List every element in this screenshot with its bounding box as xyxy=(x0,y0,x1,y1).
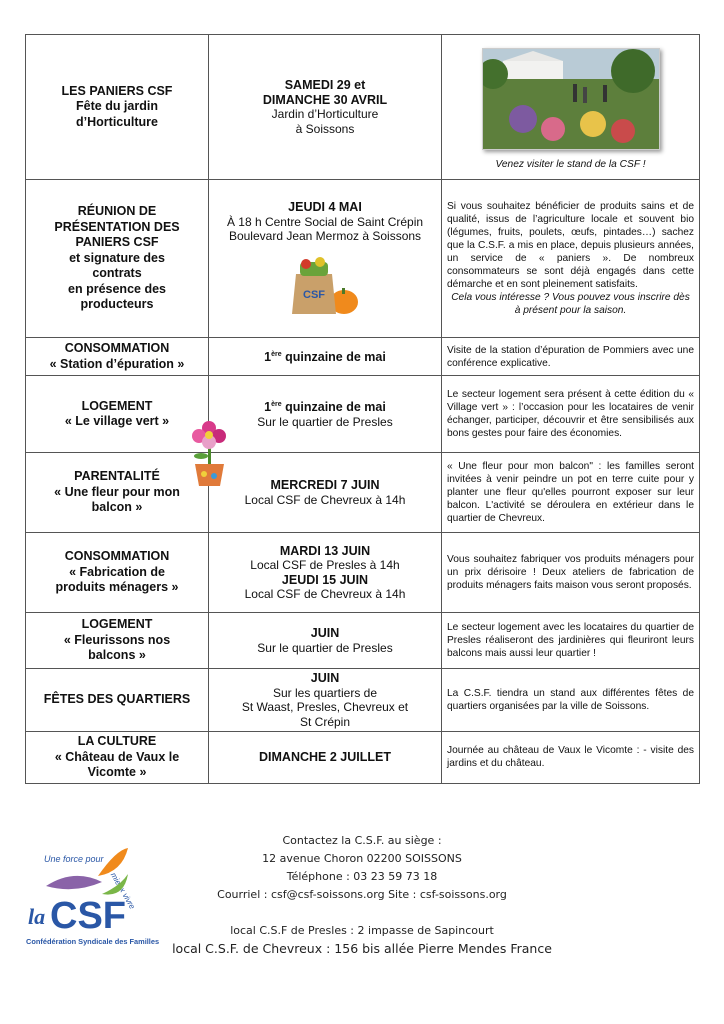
footer-line: local C.S.F. de Chevreux : 156 bis allée Pierre Mendes France xyxy=(172,941,552,956)
footer-line: 12 avenue Choron 02200 SOISSONS xyxy=(262,852,462,865)
row-fetes xyxy=(26,669,700,732)
row-fleurissons xyxy=(26,613,700,669)
basket-illustration xyxy=(288,252,362,318)
row-paniers xyxy=(26,35,700,180)
row-date: JEUDI 4 MAI xyxy=(288,200,362,214)
row-place: St Waast, Presles, Chevreux et xyxy=(241,700,409,714)
row-title-line: PRÉSENTATION DES xyxy=(54,219,180,234)
svg-text:la: la xyxy=(28,904,46,929)
row-village-vert xyxy=(26,376,700,453)
row-date: MERCREDI 7 JUIN xyxy=(270,478,380,492)
row-description: Visite de la station d’épuration de Pommiers avec une conférence explicative. xyxy=(442,338,700,376)
row-date: JUIN xyxy=(310,671,340,685)
row-title-line: PANIERS CSF xyxy=(75,235,159,250)
row-place: St Crépin xyxy=(299,714,351,729)
row-place: Local CSF de Presles à 14h xyxy=(250,558,400,572)
row-place: Sur le quartier de Presles xyxy=(257,640,393,655)
row-title-line: RÉUNION DE xyxy=(77,204,157,219)
row-description: Vous souhaitez fabriquer vos produits ménagers pour un prix dérisoire ! Deux ateliers de fabrication de produits ménagers faits maison vous seront proposés. xyxy=(442,533,700,613)
program-table xyxy=(25,34,700,784)
row-title-line: et signature des xyxy=(69,250,165,265)
row-title-line: Vicomte » xyxy=(87,765,147,779)
row-when xyxy=(209,338,442,376)
row-place: Local CSF de Chevreux à 14h xyxy=(244,492,406,507)
row-title xyxy=(26,533,209,613)
row-title-line: CONSOMMATION xyxy=(64,341,170,355)
row-title-line: produits ménagers » xyxy=(55,580,179,595)
row-title xyxy=(26,613,209,669)
row-place: Sur les quartiers de xyxy=(272,685,378,700)
svg-text:Une force pour: Une force pour xyxy=(44,854,104,864)
row-date: DIMANCHE 2 JUILLET xyxy=(259,750,391,764)
row-date: MARDI 13 JUIN xyxy=(279,543,371,558)
row-place: Jardin d’Horticulture xyxy=(271,107,379,121)
row-title xyxy=(26,180,209,338)
row-culture xyxy=(26,732,700,784)
row-when xyxy=(209,533,442,613)
row-when xyxy=(209,669,442,732)
flower-pot-illustration xyxy=(187,418,232,488)
row-place: À 18 h Centre Social de Saint Crépin xyxy=(226,214,424,229)
row-date: DIMANCHE 30 AVRIL xyxy=(262,92,388,107)
row-reunion xyxy=(26,180,700,338)
row-title-line: LOGEMENT xyxy=(81,398,153,413)
row-title-line: « Château de Vaux le xyxy=(54,749,180,764)
row-description xyxy=(442,180,700,338)
row-date: 1ère quinzaine de mai xyxy=(264,400,386,415)
row-title-line: PARENTALITÉ xyxy=(74,469,160,484)
row-title xyxy=(26,376,209,453)
row-when xyxy=(209,180,442,338)
footer-line: Contactez la C.S.F. au siège : xyxy=(282,834,442,847)
row-title xyxy=(26,35,209,180)
row-when xyxy=(209,376,442,453)
footer-line: Courriel : csf@csf-soissons.org Site : csf-soissons.org xyxy=(217,888,507,901)
row-title xyxy=(26,453,209,533)
row-title-line: d’Horticulture xyxy=(76,114,158,129)
row-date: JUIN xyxy=(310,626,340,640)
row-title xyxy=(26,669,209,732)
row-date: 1ère quinzaine de mai xyxy=(264,350,386,365)
row-description: Le secteur logement sera présent à cette édition du « Village vert » : l’occasion pour les locataires de venir échanger, participer, découvrir et être sensibilisés aux bons gestes pour faire des économies. xyxy=(442,376,700,453)
row-title-line: en présence des xyxy=(68,281,166,296)
svg-text:Confédération Syndicale des Fa: Confédération Syndicale des Familles xyxy=(26,937,160,946)
desc-italic: Cela vous intéresse ? Vous pouvez vous inscrire dès à présent pour la saison. xyxy=(451,292,690,316)
row-title-line: « Le village vert » xyxy=(64,414,170,428)
row-title-line: « Station d’épuration » xyxy=(49,356,185,371)
row-photo-cell xyxy=(442,35,700,180)
row-title-line: LOGEMENT xyxy=(81,617,153,632)
row-title xyxy=(26,732,209,784)
row-title-line: Fête du jardin xyxy=(76,99,158,114)
desc-text: Si vous souhaitez bénéficier de produits sains et de qualité, issus de l’agriculture locale et souvent bio (légumes, fruits, poulets, œufs, pintades…) sachez que la C.S.F. a mis en place, depuis plusieurs années, un service de « paniers ». De nombreux consommateurs se sont déjà engagés dans cette démarche et en sont pleinement satisfaits. xyxy=(447,201,694,290)
row-description: « Une fleur pour mon balcon" : les familles seront invitées à venir peindre un pot en terre cuite pour y planter une fleur qu'elles pourront exposer sur leur balcon. L'activité se déroulera en extérieur dans le quartier de Chevreux. xyxy=(442,453,700,533)
row-place: à Soissons xyxy=(295,121,355,136)
footer-line: Téléphone : 03 23 59 73 18 xyxy=(286,870,438,883)
row-place: Boulevard Jean Mermoz à Soissons xyxy=(228,229,422,243)
row-when xyxy=(209,732,442,784)
row-title-line: CONSOMMATION xyxy=(64,549,170,564)
row-when xyxy=(209,35,442,180)
row-title xyxy=(26,338,209,376)
row-title-line: FÊTES DES QUARTIERS xyxy=(43,692,191,707)
garden-photo xyxy=(482,48,660,150)
row-title-line: « Fabrication de xyxy=(69,564,165,579)
row-station xyxy=(26,338,700,376)
photo-caption: Venez visiter le stand de la CSF ! xyxy=(495,158,646,170)
row-description: La C.S.F. tiendra un stand aux différentes fêtes de quartiers organisées par la ville de Soissons. xyxy=(442,669,700,732)
row-title-line: producteurs xyxy=(80,297,154,312)
row-title-line: LES PANIERS CSF xyxy=(61,83,173,98)
row-date: JEUDI 15 JUIN xyxy=(281,572,369,587)
row-title-line: balcons » xyxy=(88,648,146,663)
svg-text:CSF: CSF xyxy=(303,288,325,301)
row-produits xyxy=(26,533,700,613)
row-title-line: contrats xyxy=(92,266,142,281)
svg-text:CSF: CSF xyxy=(50,895,126,937)
row-title-line: balcon » xyxy=(91,500,143,515)
row-title-line: LA CULTURE xyxy=(77,734,157,748)
row-place: Sur le quartier de Presles xyxy=(257,415,393,430)
svg-text:mieux vivre: mieux vivre xyxy=(108,871,137,911)
row-description: Le secteur logement avec les locataires du quartier de Presles réaliseront des jardinières qui fleuriront leurs balcons mais aussi leur quartier ! xyxy=(442,613,700,669)
row-when xyxy=(209,613,442,669)
row-date: SAMEDI 29 et xyxy=(284,78,366,92)
row-parentalite xyxy=(26,453,700,533)
row-description: Journée au château de Vaux le Vicomte : - visite des jardins et du château. xyxy=(442,732,700,784)
footer-line: local C.S.F de Presles : 2 impasse de Sapincourt xyxy=(230,924,494,937)
row-title-line: « Fleurissons nos xyxy=(63,632,171,647)
row-place: Local CSF de Chevreux à 14h xyxy=(244,587,406,601)
row-title-line: « Une fleur pour mon xyxy=(54,484,180,499)
row-when xyxy=(209,453,442,533)
